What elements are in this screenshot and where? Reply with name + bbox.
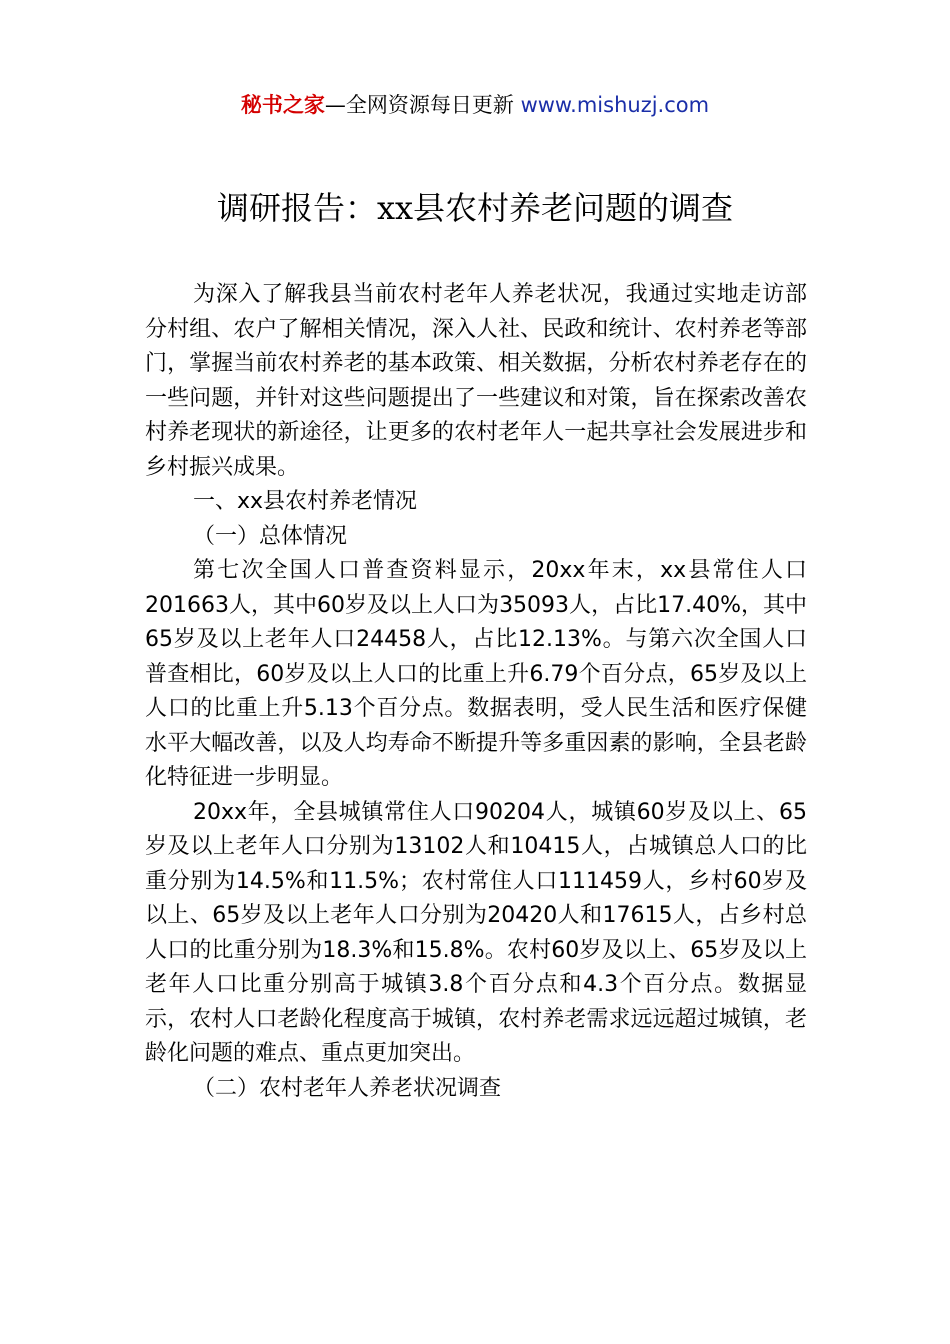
document-title: 调研报告：xx县农村养老问题的调查 bbox=[216, 189, 734, 227]
section-heading-1: 一、xx县农村养老情况 bbox=[193, 489, 418, 514]
site-tagline: —全网资源每日更新 bbox=[324, 93, 514, 117]
body-paragraph-1: 第七次全国人口普查资料显示，20xx年末，xx县常住人口201663人，其中60岁及以上人口为35093人，占比17.40%，其中65岁及以上老年人口24458人，占比12.13%。与第六次全国人口普查相比，60岁及以上人口的比重上升6.79个百分点，65岁及以上人口的比重上升5.13个百分点。数据表明，受人民生活和医疗保健水平大幅改善，以及人均寿命不断提升等多重因素的影响，全县老龄化特征进一步明显。 bbox=[145, 558, 807, 790]
document-body bbox=[145, 278, 807, 1106]
site-url-link[interactable]: www.mishuzj.com bbox=[520, 93, 710, 117]
body-paragraph-2: 20xx年，全县城镇常住人口90204人，城镇60岁及以上、65岁及以上老年人口分别为13102人和10415人，占城镇总人口的比重分别为14.5%和11.5%；农村常住人口111459人，乡村60岁及以上、65岁及以上老年人口分别为20420人和17615人，占乡村总人口的比重分别为18.3%和15.8%。农村60岁及以上、65岁及以上老年人口比重分别高于城镇3.8个百分点和4.3个百分点。数据显示，农村人口老龄化程度高于城镇，农村养老需求远远超过城镇，老龄化问题的难点、重点更加突出。 bbox=[145, 799, 807, 1066]
site-header bbox=[0, 90, 950, 120]
subsection-heading-1: （一）总体情况 bbox=[193, 523, 348, 549]
subsection-heading-2: （二）农村老年人养老状况调查 bbox=[193, 1075, 502, 1101]
site-brand[interactable]: 秘书之家 bbox=[240, 93, 325, 117]
intro-paragraph: 为深入了解我县当前农村老年人养老状况，我通过实地走访部分村组、农户了解相关情况，深入人社、民政和统计、农村养老等部门，掌握当前农村养老的基本政策、相关数据，分析农村养老存在的一些问题，并针对这些问题提出了一些建议和对策，旨在探索改善农村养老现状的新途径，让更多的农村老年人一起共享社会发展进步和乡村振兴成果。 bbox=[145, 282, 807, 480]
